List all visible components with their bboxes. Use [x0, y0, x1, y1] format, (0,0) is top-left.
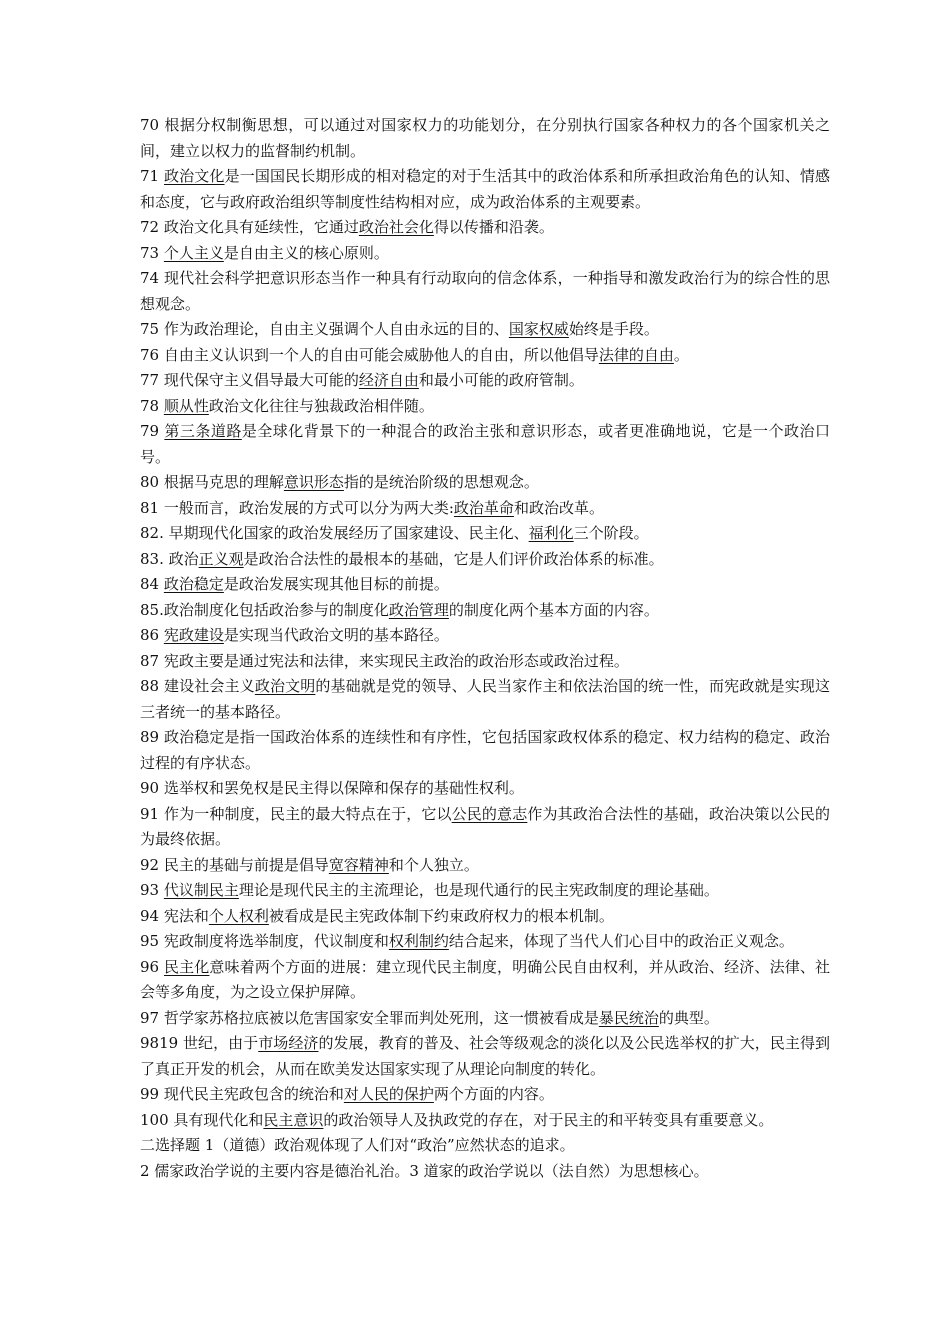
- paragraph: [140, 496, 830, 522]
- paragraph: [140, 1006, 830, 1032]
- underlined-answer: 对人民的保护: [343, 1085, 434, 1103]
- text-run: 9819 世纪，由于: [140, 1034, 259, 1052]
- underlined-answer: 民主意识: [263, 1110, 324, 1129]
- paragraph: [140, 1159, 830, 1185]
- text-run: 80 根据马克思的理解: [140, 473, 284, 491]
- text-run: 73: [140, 243, 164, 262]
- text-run: 的典型。: [658, 1008, 719, 1027]
- paragraph: [140, 215, 830, 241]
- underlined-answer: 意识形态: [283, 473, 344, 491]
- paragraph: [140, 241, 830, 267]
- text-run: 两个方面的内容。: [433, 1085, 554, 1103]
- underlined-answer: 政治管理: [388, 600, 449, 619]
- underlined-answer: 个人主义: [163, 243, 224, 262]
- text-run: 79: [140, 422, 165, 440]
- text-run: 77 现代保守主义倡导最大可能的: [140, 371, 359, 389]
- paragraph: [140, 113, 830, 164]
- paragraph: [140, 419, 830, 470]
- underlined-answer: 政治文化: [164, 167, 225, 185]
- text-run: 指的是统治阶级的思想观念。: [343, 473, 539, 491]
- paragraph: [140, 164, 830, 215]
- text-run: 86: [140, 626, 164, 644]
- text-run: 。: [673, 345, 689, 364]
- text-run: 三个阶段。: [573, 524, 649, 542]
- underlined-answer: 第三条道路: [164, 422, 242, 440]
- text-run: 83. 政治: [140, 549, 199, 568]
- text-run: 99 现代民主宪政包含的统治和: [140, 1085, 344, 1103]
- text-run: 政治文化往往与独裁政治相伴随。: [208, 396, 434, 415]
- text-run: 74 现代社会科学把意识形态当作一种具有行动取向的信念体系，一种指导和激发政治行为的综合性的思想观念。: [140, 269, 830, 313]
- text-run: 76 自由主义认识到一个人的自由可能会威胁他人的自由，所以他倡导: [140, 345, 599, 364]
- text-run: 和最小可能的政府管制。: [418, 371, 584, 389]
- text-run: 和政治改革。: [513, 498, 604, 517]
- text-run: 二选择题 1（道德）政治观体现了人们对“政治”应然状态的追求。: [140, 1136, 575, 1154]
- paragraph: [140, 878, 830, 904]
- paragraph: [140, 674, 830, 725]
- text-run: 和个人独立。: [388, 855, 479, 874]
- underlined-answer: 经济自由: [358, 371, 419, 389]
- text-run: 是一国国民长期形成的相对稳定的对于生活其中的政治体系和所承担政治角色的认知、情感和态度，它与政府政治组织等制度性结构相对应，成为政治体系的主观要素。: [140, 167, 830, 211]
- paragraph: [140, 1082, 830, 1108]
- text-run: 被看成是民主宪政体制下约束政府权力的根本机制。: [268, 906, 614, 925]
- paragraph: [140, 725, 830, 776]
- text-run: 是实现当代政治文明的基本路径。: [223, 626, 449, 644]
- paragraph: [140, 1108, 830, 1134]
- paragraph: [140, 547, 830, 573]
- underlined-answer: 政治稳定: [163, 575, 224, 593]
- paragraph: [140, 368, 830, 394]
- underlined-answer: 福利化: [528, 524, 574, 542]
- text-run: 的发展，教育的普及、社会等级观念的淡化以及公民选举权的扩大，民主得到了真正开发的机会，从而在欧美发达国家实现了从理论向制度的转化。: [140, 1034, 830, 1078]
- text-run: 意味着两个方面的进展：建立现代民主制度，明确公民自由权利，并从政治、经济、法律、社会等多角度，为之设立保护屏障。: [140, 957, 830, 1001]
- text-run: 75 作为政治理论，自由主义强调个人自由永远的目的、: [140, 320, 509, 338]
- underlined-answer: 政治革命: [453, 498, 514, 517]
- text-run: 的制度化两个基本方面的内容。: [448, 600, 659, 619]
- text-run: 95 宪政制度将选举制度，代议制度和: [140, 932, 389, 950]
- paragraph: [140, 623, 830, 649]
- paragraph: [140, 470, 830, 496]
- paragraph: [140, 649, 830, 675]
- paragraph: [140, 317, 830, 343]
- underlined-answer: 正义观: [198, 549, 244, 568]
- underlined-answer: 国家权威: [508, 320, 569, 338]
- paragraph: [140, 853, 830, 879]
- text-run: 81 一般而言，政治发展的方式可以分为两大类:: [140, 498, 454, 517]
- paragraph: [140, 929, 830, 955]
- text-run: 2 儒家政治学说的主要内容是德治礼治。3 道家的政治学说以（法自然）为思想核心。: [140, 1161, 709, 1180]
- underlined-answer: 法律的自由: [598, 345, 674, 364]
- paragraph: [140, 955, 830, 1006]
- text-run: 是政治合法性的最根本的基础，它是人们评价政治体系的标准。: [243, 549, 664, 568]
- underlined-answer: 政治社会化: [358, 218, 434, 236]
- paragraph: [140, 343, 830, 369]
- text-run: 97 哲学家苏格拉底被以危害国家安全罪而判处死刑，这一惯被看成是: [140, 1008, 599, 1027]
- text-run: 96: [140, 957, 164, 976]
- text-run: 72 政治文化具有延续性，它通过: [140, 218, 359, 236]
- text-run: 是全球化背景下的一种混合的政治主张和意识形态，或者更准确地说，它是一个政治口号。: [140, 422, 830, 466]
- text-run: 88 建设社会主义: [140, 677, 255, 695]
- underlined-answer: 顺从性: [163, 396, 209, 415]
- text-run: 92 民主的基础与前提是倡导: [140, 855, 329, 874]
- paragraph: [140, 1133, 830, 1159]
- paragraph: [140, 1031, 830, 1082]
- underlined-answer: 公民的意志: [451, 804, 528, 823]
- underlined-answer: 暴民统治: [598, 1008, 659, 1027]
- text-run: 理论是现代民主的主流理论，也是现代通行的民主宪政制度的理论基础。: [238, 881, 719, 899]
- text-run: 90 选举权和罢免权是民主得以保障和保存的基础性权利。: [140, 779, 524, 797]
- underlined-answer: 政治文明: [254, 677, 316, 695]
- text-run: 得以传播和沿袭。: [433, 218, 554, 236]
- text-run: 85.政治制度化包括政治参与的制度化: [140, 600, 389, 619]
- text-run: 100 具有现代化和: [140, 1110, 264, 1129]
- underlined-answer: 个人权利: [208, 906, 269, 925]
- paragraph: [140, 904, 830, 930]
- text-run: 是政治发展实现其他目标的前提。: [223, 575, 449, 593]
- document-body: [140, 113, 830, 1184]
- paragraph: [140, 776, 830, 802]
- underlined-answer: 民主化: [164, 957, 210, 976]
- text-run: 84: [140, 575, 164, 593]
- text-run: 是自由主义的核心原则。: [223, 243, 389, 262]
- text-run: 91 作为一种制度，民主的最大特点在于，它以: [140, 804, 452, 823]
- text-run: 作为其政治合法性的基础，政治决策以公民的为最终依据。: [140, 804, 830, 848]
- text-run: 93: [140, 881, 164, 899]
- text-run: 的基础就是党的领导、人民当家作主和依法治国的统一性，而宪政就是实现这三者统一的基本路径。: [140, 677, 830, 721]
- underlined-answer: 代议制民主: [163, 881, 239, 899]
- text-run: 89 政治稳定是指一国政治体系的连续性和有序性，它包括国家政权体系的稳定、权力结构的稳定、政治过程的有序状态。: [140, 728, 830, 772]
- text-run: 始终是手段。: [568, 320, 659, 338]
- text-run: 71: [140, 167, 164, 185]
- paragraph: [140, 572, 830, 598]
- text-run: 的政治领导人及执政党的存在，对于民主的和平转变具有重要意义。: [323, 1110, 774, 1129]
- text-run: 94 宪法和: [140, 906, 209, 925]
- paragraph: [140, 394, 830, 420]
- paragraph: [140, 802, 830, 853]
- underlined-answer: 市场经济: [258, 1034, 319, 1052]
- paragraph: [140, 521, 830, 547]
- underlined-answer: 权利制约: [388, 932, 449, 950]
- underlined-answer: 宽容精神: [328, 855, 389, 874]
- text-run: 78: [140, 396, 164, 415]
- text-run: 70 根据分权制衡思想，可以通过对国家权力的功能划分，在分别执行国家各种权力的各个国家机关之间，建立以权力的监督制约机制。: [140, 116, 830, 160]
- text-run: 结合起来，体现了当代人们心目中的政治正义观念。: [448, 932, 794, 950]
- paragraph: [140, 598, 830, 624]
- text-run: 87 宪政主要是通过宪法和法律，来实现民主政治的政治形态或政治过程。: [140, 651, 629, 670]
- text-run: 82. 早期现代化国家的政治发展经历了国家建设、民主化、: [140, 524, 529, 542]
- paragraph: [140, 266, 830, 317]
- underlined-answer: 宪政建设: [163, 626, 224, 644]
